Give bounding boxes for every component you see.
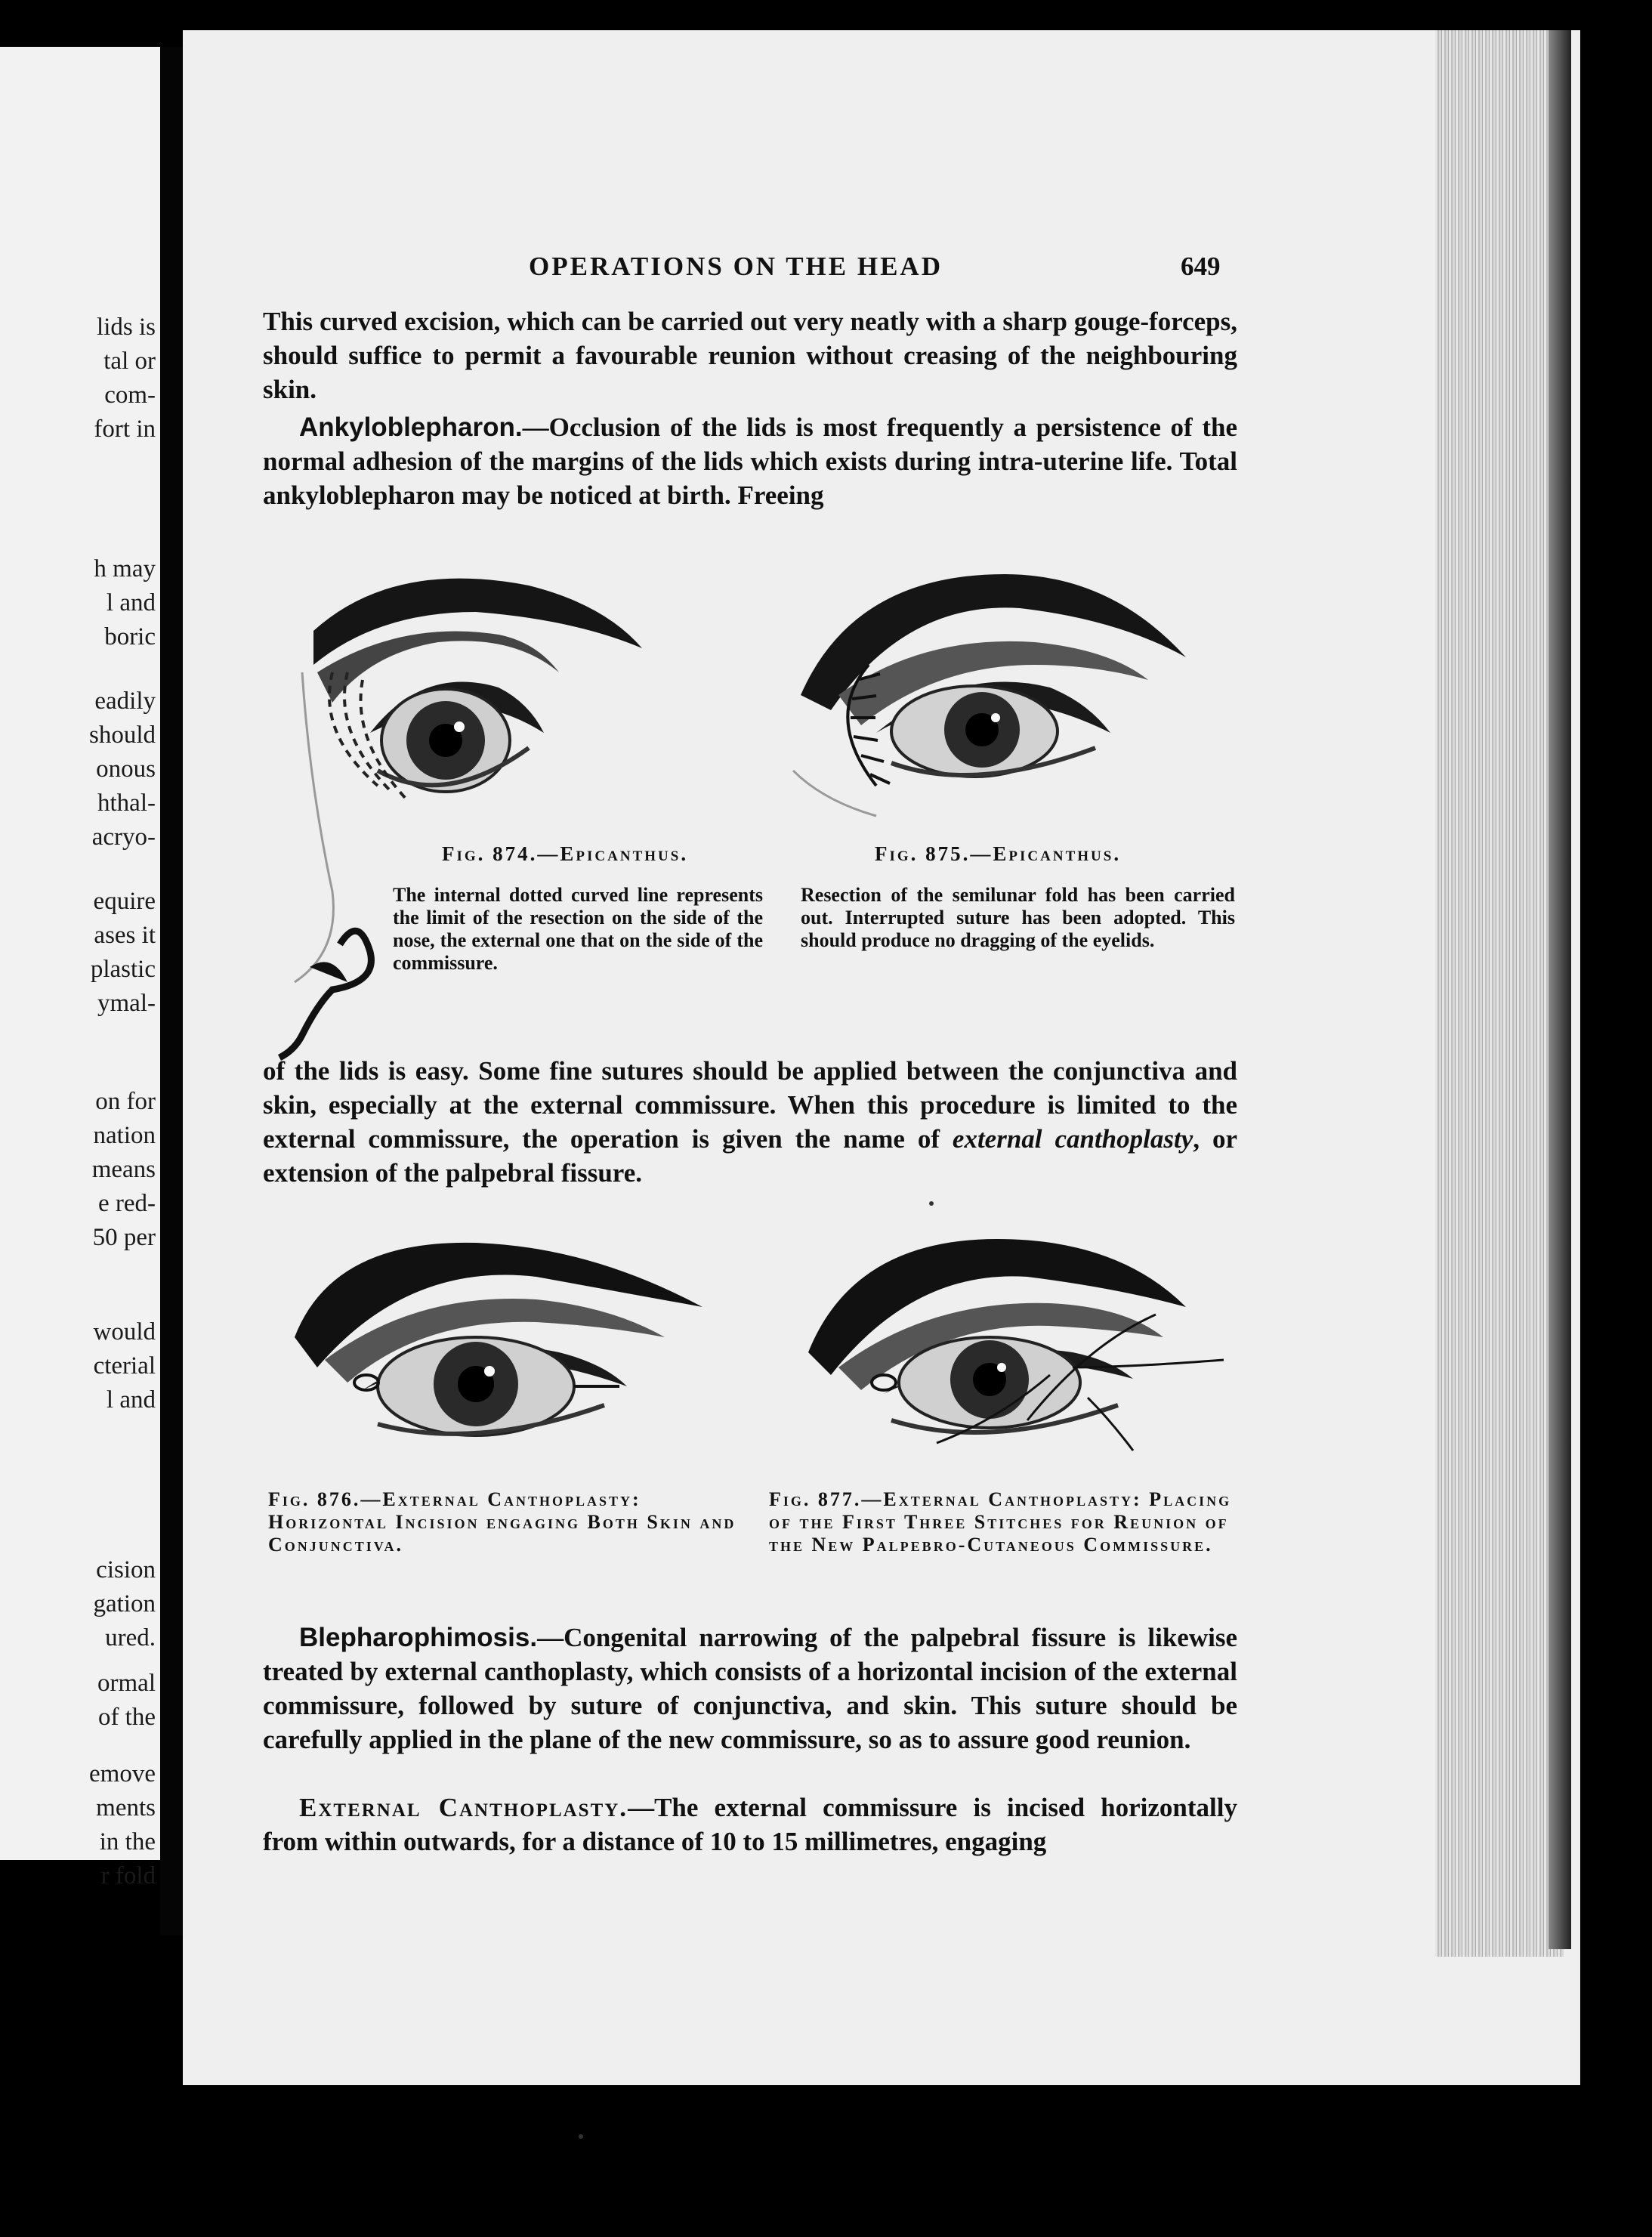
figure-877-canthoplasty-drawing — [801, 1224, 1231, 1466]
paragraph-blepharophimosis: Blepharophimosis.—Congenital narrowing of the palpebral fissure is likewise treated by external canthoplasty, which consists of a horizontal incision of the external commissure, followed by suture of conjunctiva, and skin. This suture should be carefully applied in the plane of the new commissure, so as to assure good reunion. — [263, 1623, 1237, 1754]
left-text-fragment: in the — [99, 1828, 156, 1855]
left-text-fragment: plastic — [90, 956, 156, 983]
paragraph-external-canthoplasty: External Canthoplasty.—The external commissure is incised horizontally from within outwards, for a distance of 10 to 15 millimetres, engaging — [263, 1793, 1238, 1856]
left-text-fragment: boric — [104, 623, 156, 650]
left-text-fragment: on for — [95, 1088, 156, 1115]
print-speck — [579, 2134, 583, 2139]
left-text-fragment: tal or — [103, 348, 156, 375]
left-text-fragment: ured. — [105, 1624, 156, 1651]
book-gutter — [160, 47, 183, 1936]
left-text-fragment: should — [88, 721, 156, 749]
left-text-fragment: ymal- — [97, 990, 156, 1017]
left-text-fragment: 50 per — [92, 1224, 156, 1251]
running-head: OPERATIONS ON THE HEAD — [529, 252, 943, 281]
left-text-fragment: l and — [106, 1386, 156, 1414]
figure-875-title: Fig. 875.—Epicanthus. — [875, 842, 1122, 865]
left-text-fragment: nation — [93, 1122, 156, 1149]
left-text-fragment: com- — [104, 382, 156, 409]
paragraph-ankyloblepharon: Ankyloblepharon.—Occlusion of the lids is most frequently a persistence of the normal adhesion of the margins of the lids which exists during intra-uterine life. Total ankyloblepharon may be noticed at birth. Freeing — [263, 412, 1237, 510]
figure-875-epicanthus-drawing — [793, 559, 1224, 831]
left-text-fragment: of the — [97, 1704, 156, 1731]
figure-877-caption: Fig. 877.—External Canthoplasty: Placing of the First Three Stitches for Reunion of the New Palpebro-Cutaneous Commissure. — [769, 1488, 1232, 1556]
left-text-fragment: onous — [96, 755, 156, 783]
left-text-fragment: h may — [94, 555, 156, 582]
figure-876-canthoplasty-drawing — [287, 1224, 710, 1451]
paragraph-freeing-lids: of the lids is easy. Some fine sutures should be applied between the conjunctiva and skin, especially at the external commissure. When this procedure is limited to the external commissure, the operation is given the name of external canthoplasty, or extension of the palpebral fissure. — [263, 1056, 1237, 1188]
left-text-fragment: eadily — [94, 687, 156, 715]
left-text-fragment: ormal — [97, 1670, 156, 1697]
left-text-fragment: cision — [96, 1556, 156, 1584]
heading-blepharophimosis: Blepharophimosis. — [299, 1623, 538, 1652]
paragraph-curved-excision: This curved excision, which can be carried out very neatly with a sharp gouge-forceps, should suffice to permit a favourable reunion without creasing of the neighbouring skin. — [263, 307, 1237, 404]
left-text-fragment: cterial — [93, 1352, 156, 1380]
left-facing-page — [0, 47, 160, 1889]
term-external-canthoplasty: external canthoplasty — [952, 1124, 1193, 1154]
left-text-fragment: ments — [96, 1794, 156, 1821]
left-text-fragment: fort in — [94, 416, 156, 443]
left-text-fragment: equire — [93, 888, 156, 915]
left-text-fragment: lids is — [97, 314, 156, 341]
figure-874-title: Fig. 874.—Epicanthus. — [442, 842, 689, 865]
figure-875-caption: Resection of the semilunar fold has been carried out. Interrupted suture has been adopted. This should produce no dragging of the eyelids. — [801, 884, 1235, 951]
left-text-fragment: r fold — [100, 1862, 156, 1889]
left-text-fragment: would — [93, 1318, 156, 1346]
left-text-fragment: means — [91, 1156, 156, 1183]
figure-874-epicanthus-drawing — [287, 559, 786, 1058]
left-text-fragment: ases it — [94, 922, 156, 949]
left-text-fragment: l and — [106, 589, 156, 616]
figure-874-caption: The internal dotted curved line represents the limit of the resection on the side of the nose, the external one that on the side of the commissure. — [393, 884, 763, 974]
print-speck — [929, 1201, 934, 1206]
left-text-fragment: gation — [93, 1590, 156, 1617]
heading-ankyloblepharon: Ankyloblepharon. — [299, 412, 523, 442]
left-text-fragment: hthal- — [97, 789, 156, 817]
figure-876-caption: Fig. 876.—External Canthoplasty: Horizontal Incision engaging Both Skin and Conjunctiva. — [268, 1488, 736, 1556]
page-edges — [1435, 30, 1564, 1957]
page-edge-shadow — [1549, 30, 1571, 1949]
left-text-fragment: acryo- — [91, 823, 156, 851]
page-number: 649 — [1181, 252, 1221, 281]
heading-external-canthoplasty: External Canthoplasty. — [299, 1793, 628, 1822]
left-text-fragment: emove — [89, 1760, 156, 1787]
left-text-fragment: e red- — [97, 1190, 156, 1217]
